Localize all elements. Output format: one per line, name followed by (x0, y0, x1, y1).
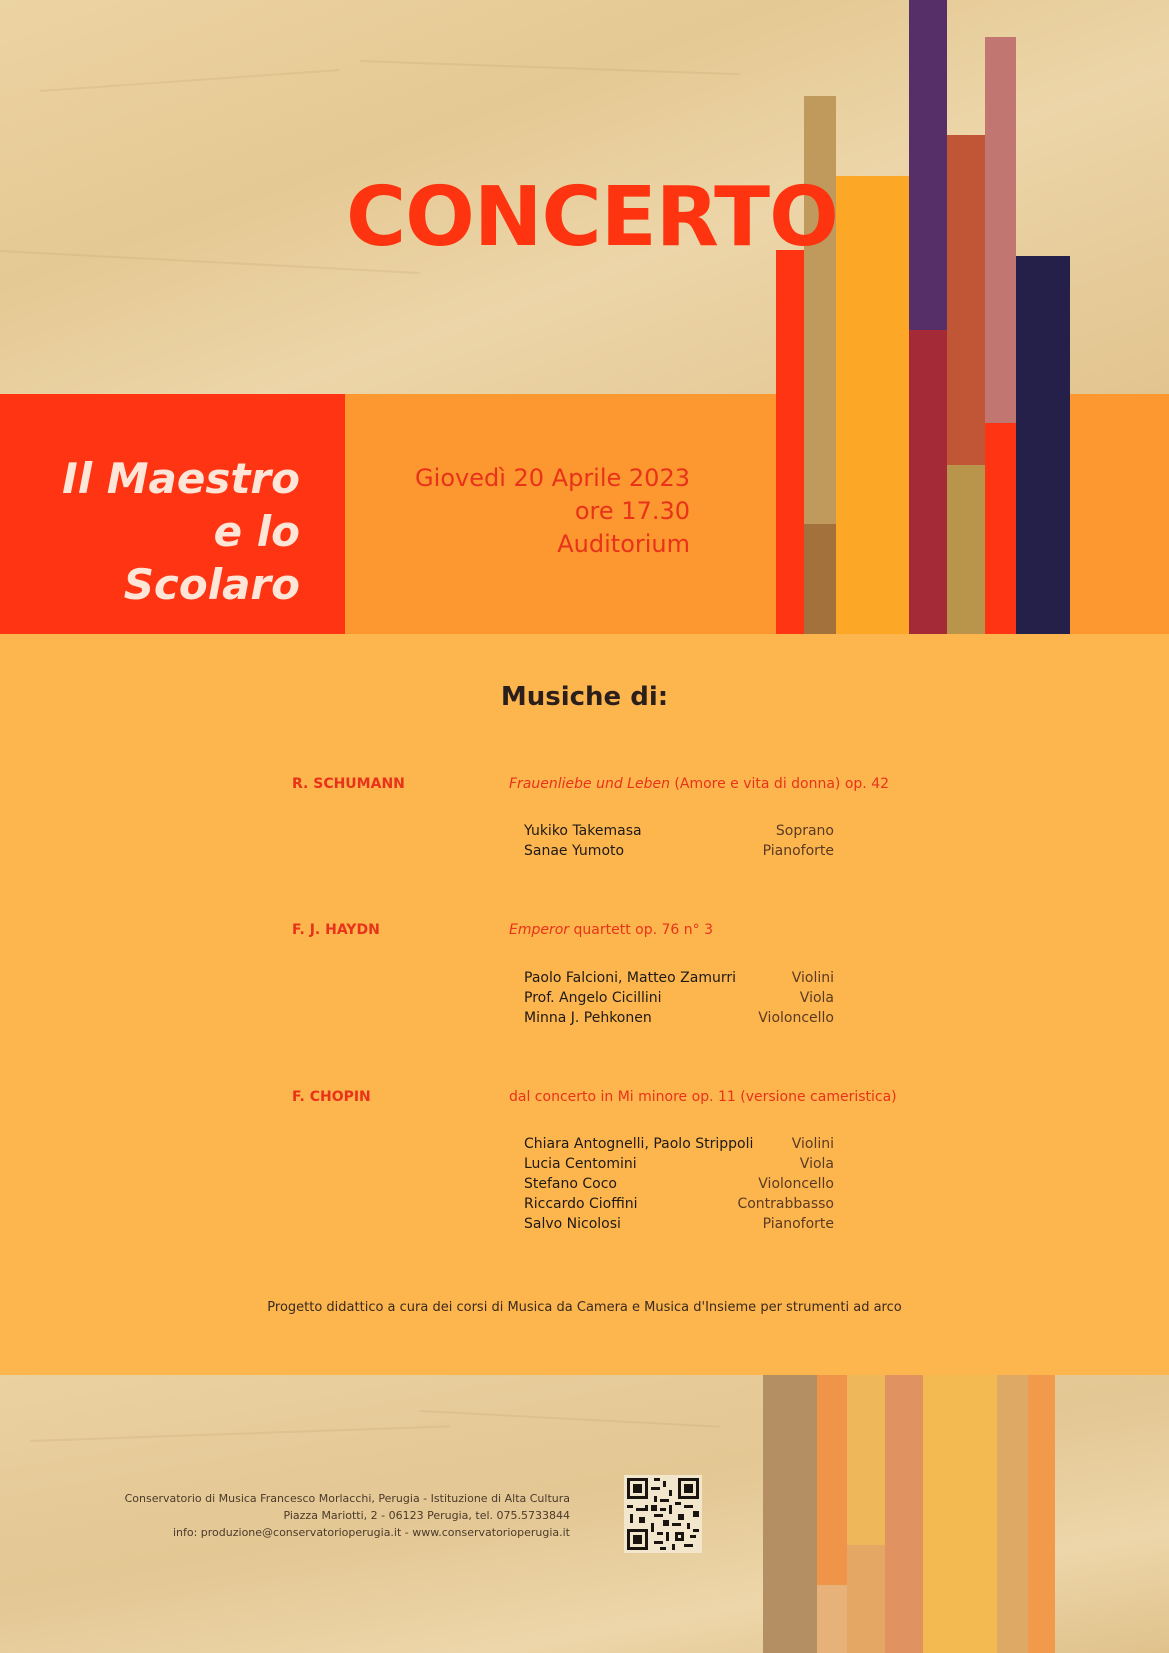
performer-name: Minna J. Pehkonen (524, 1010, 652, 1026)
performer-name: Prof. Angelo Cicillini (524, 990, 662, 1006)
performer-name: Lucia Centomini (524, 1156, 637, 1172)
performer-name: Sanae Yumoto (524, 843, 625, 859)
work-title-rest: quartett op. 76 n° 3 (569, 922, 713, 938)
subtitle-line: Il Maestro (62, 454, 300, 503)
program-heading: Musiche di: (500, 682, 669, 712)
decor-bar (817, 1375, 847, 1585)
performer-instrument: Pianoforte (762, 1216, 834, 1232)
performer-instrument: Contrabbasso (737, 1196, 834, 1212)
decor-bar (804, 96, 836, 524)
performer-row (524, 1196, 834, 1216)
decor-bar (776, 250, 804, 634)
decor-bar (847, 1375, 885, 1545)
event-details (380, 462, 690, 561)
work-title (509, 1089, 897, 1105)
performer-instrument: Violoncello (758, 1176, 834, 1192)
performer-row (524, 823, 834, 843)
performer-name: Yukiko Takemasa (524, 823, 642, 839)
event-date: Giovedì 20 Aprile 2023 (415, 464, 690, 492)
subtitle-line: e lo Scolaro (123, 507, 300, 609)
footer-links: info: produzione@conservatorioperugia.it - www.conservatorioperugia.it (172, 1526, 570, 1539)
composer-name: R. SCHUMANN (292, 776, 405, 792)
performer-name: Stefano Coco (524, 1176, 617, 1192)
decor-bar (885, 1375, 923, 1653)
decor-bar (997, 1375, 1028, 1653)
decor-bar (847, 1545, 885, 1653)
performer-instrument: Violoncello (758, 1010, 834, 1026)
decor-bar (985, 423, 1016, 634)
performer-row (524, 1156, 834, 1176)
performer-instrument: Pianoforte (762, 843, 834, 859)
event-time: ore 17.30 (574, 497, 690, 525)
decor-bar (909, 0, 947, 330)
performer-instrument: Soprano (775, 823, 834, 839)
work-title-italic: Frauenliebe und Leben (509, 776, 670, 792)
footer-contact (90, 1490, 570, 1541)
performer-instrument: Violini (791, 970, 834, 986)
performer-name: Riccardo Cioffini (524, 1196, 638, 1212)
event-subtitle (30, 452, 300, 611)
performer-row (524, 990, 834, 1010)
performer-row (524, 1136, 834, 1156)
work-title (509, 776, 889, 792)
decor-bar (817, 1585, 847, 1653)
decor-bar (909, 330, 947, 634)
poster-title: CONCERTO (346, 170, 838, 265)
decor-bar (947, 465, 985, 634)
performer-instrument: Violini (791, 1136, 834, 1152)
project-note: Progetto didattico a cura dei corsi di Musica da Camera e Musica d'Insieme per strumenti ad arco (267, 1300, 902, 1315)
performer-row (524, 1176, 834, 1196)
work-title-rest: dal concerto in Mi minore op. 11 (versione cameristica) (509, 1089, 897, 1105)
qr-code-icon (624, 1475, 702, 1553)
work-title (509, 922, 713, 938)
performer-row (524, 1216, 834, 1236)
decor-bar (804, 524, 836, 634)
performer-instrument: Viola (799, 1156, 834, 1172)
decor-bar (763, 1375, 817, 1653)
performer-row (524, 1010, 834, 1030)
work-title-rest: (Amore e vita di donna) op. 42 (669, 776, 890, 792)
performer-row (524, 970, 834, 990)
performer-instrument: Viola (799, 990, 834, 1006)
decor-bar (985, 37, 1016, 423)
performer-row (524, 843, 834, 863)
footer-address: Piazza Mariotti, 2 - 06123 Perugia, tel. 075.5733844 (283, 1509, 570, 1522)
decor-bar (836, 176, 909, 634)
footer-institution: Conservatorio di Musica Francesco Morlacchi, Perugia - Istituzione di Alta Cultura (124, 1492, 570, 1505)
composer-name: F. CHOPIN (292, 1089, 371, 1105)
performer-name: Chiara Antognelli, Paolo Strippoli (524, 1136, 754, 1152)
decor-bar (947, 135, 985, 465)
performer-name: Salvo Nicolosi (524, 1216, 621, 1232)
decor-bar (1016, 256, 1070, 634)
decor-bar (1028, 1375, 1055, 1653)
composer-name: F. J. HAYDN (292, 922, 380, 938)
decor-bar (923, 1375, 997, 1653)
event-venue: Auditorium (557, 530, 690, 558)
work-title-italic: Emperor (509, 922, 570, 938)
performer-name: Paolo Falcioni, Matteo Zamurri (524, 970, 737, 986)
